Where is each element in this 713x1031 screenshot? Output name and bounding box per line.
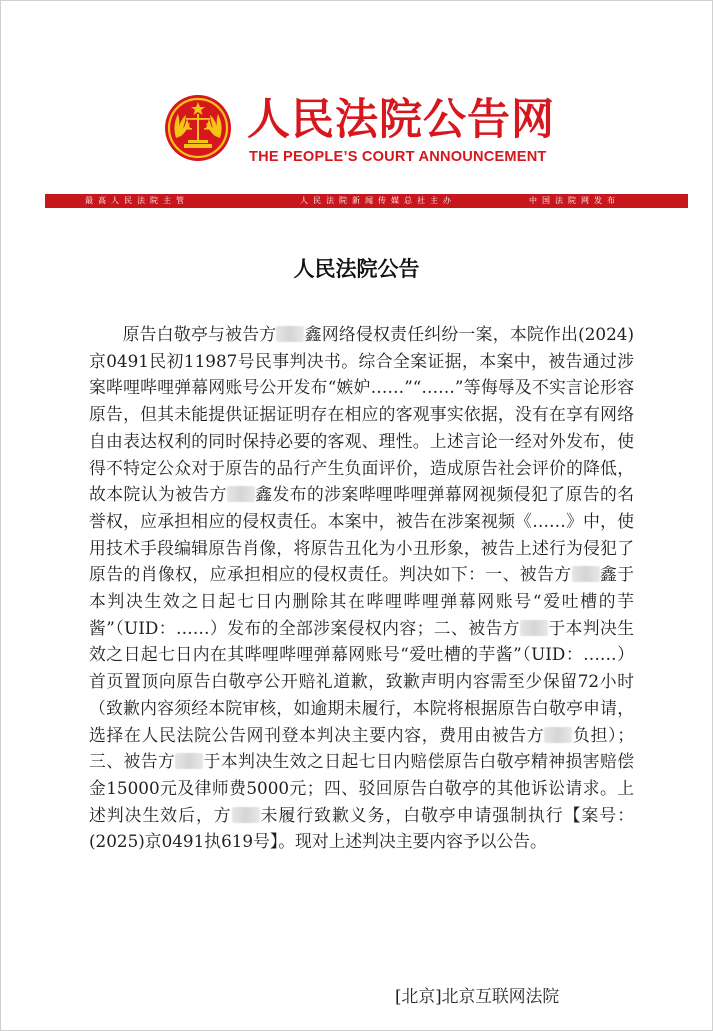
body-segment: 鑫于本判决生效之日起七日内删除其在哔哩哔哩弹幕网账号“爱吐槽的芋酱”（UID：……）发布的全部涉案侵权内容；二、被告方 (89, 564, 634, 638)
body-segment: 鑫发布的涉案哔哩哔哩弹幕网视频侵犯了原告的名誉权，应承担相应的侵权责任。本案中，被告在涉案视频《……》中，使用技术手段编辑原告肖像，将原告丑化为小丑形象，被告上述行为侵犯了原告的肖像权，应承担相应的侵权责任。判决如下：一、被告方 (89, 484, 634, 585)
redbar-publisher-text: 中国法院网发布 (529, 196, 620, 205)
redaction-mark (572, 566, 600, 582)
court-signature: [北京]北京互联网法院 (395, 986, 560, 1006)
brand-title: 人民法院公告网 (247, 95, 555, 145)
body-segment: 于本判决生效之日起七日内在其哔哩哔哩弹幕网账号“爱吐槽的芋酱”（UID：……）首页置顶向原告白敬亭公开赔礼道歉，致歉声明内容需至少保留72小时（致歉内容须经本院审核，如逾期未履行，本院将根据原告白敬亭申请，选择在人民法院公告网刊登本判决主要内容，费用由被告方 (89, 617, 634, 745)
redaction-mark (175, 753, 203, 769)
body-segment: 于本判决生效之日起七日内赔偿原告白敬亭精神损害赔偿金15000元及律师费5000元；四、驳回原告白敬亭的其他诉讼请求。上述判决生效后，方 (89, 751, 634, 825)
redaction-mark (544, 727, 572, 743)
brand-subtitle: THE PEOPLE’S COURT ANNOUNCEMENT (249, 149, 547, 165)
body-segment: 原告白敬亭与被告方 (122, 324, 277, 344)
redaction-mark (520, 620, 548, 636)
announcement-body (89, 321, 634, 855)
redaction-mark (232, 807, 260, 823)
redaction-mark (276, 326, 304, 342)
court-emblem-icon (164, 94, 232, 162)
body-segment: 鑫网络侵权责任纠纷一案，本院作出(2024)京0491民初11987号民事判决书。综合全案证据，本案中，被告通过涉案哔哩哔哩弹幕网账号公开发布“嫉妒……”“……”等侮辱及不实言论形容原告，但其未能提供证据证明存在相应的客观事实依据，没有在享有网络自由表达权利的同时保持必要的客观、理性。上述言论一经对外发布，使得不特定公众对于原告的品行产生负面评价，造成原告社会评价的降低，故本院认为被告方 (89, 324, 634, 505)
redbar-supervisor-text: 最高人民法院主管 (85, 196, 189, 205)
body-segment: 负担）；三、被告方 (89, 724, 634, 772)
document-title: 人民法院公告 (293, 257, 420, 281)
header-red-bar (45, 194, 688, 208)
redaction-mark (227, 486, 255, 502)
site-header (0, 88, 713, 178)
body-segment: 未履行致歉义务，白敬亭申请强制执行【案号：(2025)京0491执619号】。现对上述判决主要内容予以公告。 (89, 804, 634, 852)
redbar-organizer-text: 人民法院新闻传媒总社主办 (300, 196, 456, 205)
